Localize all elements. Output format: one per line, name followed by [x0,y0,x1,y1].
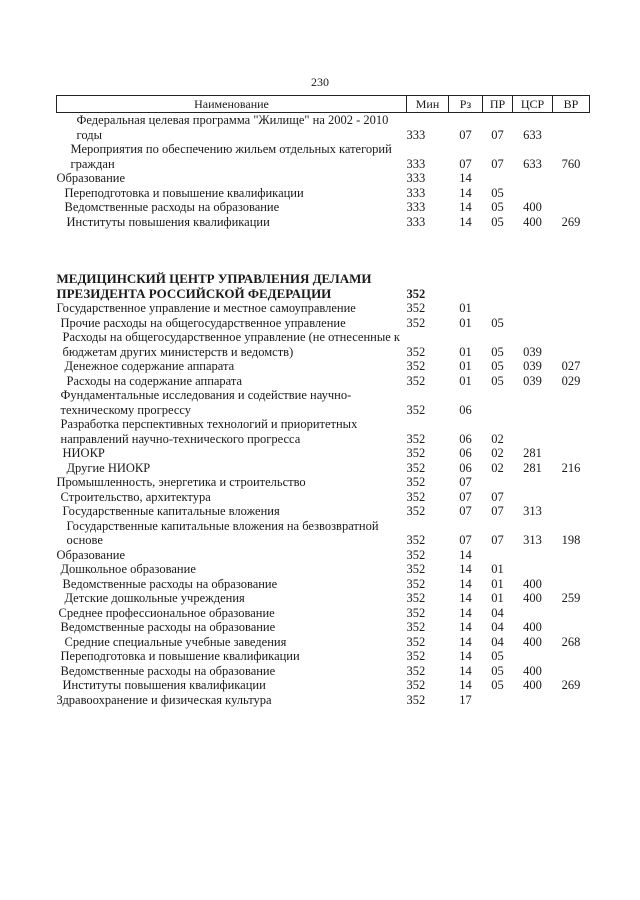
table-row [57,519,590,548]
row-name: Государственные капитальные вложения [62,504,280,518]
table-row [57,186,590,201]
row-min: 352 [406,678,426,692]
row-rz: 01 [459,359,472,373]
row-vr [553,417,590,446]
row-name: Расходы на общегосударственное управление (не отнесенные к бюджетам других министерств и ведомств) [62,330,401,359]
row-csr [513,186,553,201]
row-min: 352 [406,446,426,460]
row-min: 352 [406,286,426,301]
row-min: 352 [406,402,426,417]
table-row [57,330,590,359]
row-vr [553,475,590,490]
row-min: 352 [406,344,426,359]
row-min: 333 [406,185,426,200]
row-rz: 01 [459,301,472,315]
row-name: НИОКР [62,446,105,460]
row-rz: 01 [459,344,472,359]
row-rz: 14 [459,591,472,605]
row-pr: 01 [491,591,504,605]
row-name: Строительство, архитектура [60,489,211,504]
row-name: Дошкольное образование [60,562,196,576]
row-min: 333 [406,200,426,214]
row-pr: 05 [491,214,504,229]
header-vr: ВР [553,96,590,113]
row-name: МЕДИЦИНСКИЙ ЦЕНТР УПРАВЛЕНИЯ ДЕЛАМИ ПРЕЗИДЕНТА РОССИЙСКОЙ ФЕДЕРАЦИИ [56,271,372,301]
row-rz: 14 [459,200,472,214]
row-name: Здравоохранение и физическая культура [56,692,272,707]
row-pr: 05 [491,200,504,214]
row-vr: 216 [561,460,581,475]
row-csr: 281 [523,460,542,475]
row-name: Государственные капитальные вложения на безвозвратной основе [66,518,379,547]
row-pr: 01 [491,562,504,576]
row-name: Образование [56,171,126,185]
row-name: Ведомственные расходы на образование [64,200,280,214]
row-rz: 14 [459,634,472,649]
row-pr: 07 [491,489,504,504]
row-vr [553,664,590,679]
row-name: Государственное управление и местное самоуправление [56,301,356,315]
table-row [57,635,590,650]
row-min: 333 [406,171,426,185]
row-vr [553,490,590,505]
table-row [57,461,590,476]
row-rz: 06 [459,446,472,460]
row-vr [553,186,590,201]
table-row [57,316,590,331]
header-rz: Рз [449,96,483,113]
table-header-row [57,96,590,113]
row-name: Другие НИОКР [66,460,151,475]
row-vr [553,504,590,519]
table-row [57,200,590,215]
row-csr: 039 [523,373,542,388]
row-name: Средние специальные учебные заведения [64,634,287,649]
row-rz: 14 [459,562,472,576]
table-row [57,678,590,693]
table-row [57,548,590,563]
row-vr: 269 [561,678,581,692]
row-name: Ведомственные расходы на образование [60,663,276,678]
row-vr: 760 [561,156,581,171]
row-csr [513,388,553,417]
row-csr [513,548,553,563]
row-pr: 07 [491,533,504,547]
row-csr [513,475,553,490]
row-vr: 269 [561,214,581,229]
row-name: Институты повышения квалификации [66,214,270,229]
row-rz: 14 [459,214,472,229]
table-row [57,562,590,577]
row-name: Промышленность, энергетика и строительство [56,475,306,489]
row-name: Среднее профессиональное образование [58,605,275,620]
organization-row [57,271,590,301]
row-csr [513,271,553,301]
table-row [57,664,590,679]
row-min: 352 [406,315,426,330]
row-csr: 400 [523,663,542,678]
row-rz: 07 [459,475,472,489]
row-min: 352 [406,547,426,562]
row-min: 352 [406,475,426,489]
row-pr: 05 [491,315,504,330]
row-rz: 06 [459,402,472,417]
table-row [57,475,590,490]
row-csr [513,649,553,664]
table-row [57,577,590,592]
row-pr [483,271,513,301]
row-csr: 400 [523,200,542,214]
row-min: 333 [406,214,426,229]
row-pr: 02 [491,446,504,460]
table-row [57,591,590,606]
row-csr: 313 [523,504,542,518]
row-rz: 14 [459,547,472,562]
row-vr [553,649,590,664]
header-min: Мин [407,96,449,113]
row-vr [553,271,590,301]
row-min: 352 [406,605,426,620]
row-pr: 04 [491,620,504,634]
row-min: 333 [406,127,426,142]
row-pr: 05 [491,678,504,692]
table-row [57,446,590,461]
row-min: 352 [406,576,426,591]
row-csr [513,301,553,316]
row-csr [513,562,553,577]
row-csr: 313 [523,533,542,547]
table-row [57,693,590,708]
row-rz: 06 [459,460,472,475]
row-pr [483,388,513,417]
row-name: Институты повышения квалификации [62,678,266,692]
header-name: Наименование [57,96,407,113]
row-rz: 01 [459,315,472,330]
row-name: Детские дошкольные учреждения [64,591,245,605]
row-vr: 027 [561,359,581,373]
row-vr [553,620,590,635]
row-pr [483,548,513,563]
row-vr [553,606,590,621]
row-pr: 01 [491,576,504,591]
row-csr [513,316,553,331]
row-csr [513,606,553,621]
row-vr [553,562,590,577]
table-row [57,388,590,417]
row-csr: 400 [523,634,542,649]
row-csr: 400 [523,591,542,605]
row-vr [553,113,590,143]
row-min: 352 [406,373,426,388]
row-pr: 05 [491,373,504,388]
row-pr: 05 [491,185,504,200]
row-rz: 14 [459,649,472,663]
page-number: 230 [311,75,329,89]
row-name: Разработка перспективных технологий и приоритетных направлений научно-технического прогресса [60,417,358,446]
row-min: 352 [406,692,426,707]
row-rz: 14 [459,171,472,185]
row-vr [553,171,590,186]
row-csr [513,490,553,505]
table-row [57,374,590,389]
row-pr: 07 [491,127,504,142]
row-rz: 14 [459,185,472,200]
row-vr [553,548,590,563]
row-vr: 259 [561,591,581,605]
row-min: 352 [406,504,426,518]
row-name: Прочие расходы на общегосударственное управление [60,315,346,330]
table-row [57,649,590,664]
row-rz: 14 [459,663,472,678]
header-pr: ПР [483,96,513,113]
table-row [57,113,590,143]
row-pr: 02 [491,460,504,475]
row-pr [483,693,513,708]
table-row [57,606,590,621]
table-row [57,359,590,374]
row-name: Расходы на содержание аппарата [66,373,243,388]
table-row [57,171,590,186]
row-name: Ведомственные расходы на образование [62,576,278,591]
row-csr [513,171,553,186]
row-rz: 07 [459,533,472,547]
row-min: 352 [406,591,426,605]
row-pr [483,301,513,316]
row-min: 352 [406,620,426,634]
row-name: Федеральная целевая программа "Жилище" на 2002 - 2010 годы [76,113,389,142]
row-csr: 400 [523,620,542,634]
row-min: 333 [406,156,426,171]
row-rz: 07 [459,156,472,171]
row-name: Мероприятия по обеспечению жильем отдельных категорий граждан [70,142,392,171]
row-vr [553,316,590,331]
row-pr [483,171,513,186]
row-vr [553,446,590,461]
section-spacer [57,229,590,271]
table-row [57,301,590,316]
row-rz: 14 [459,576,472,591]
row-pr: 05 [491,649,504,663]
header-csr: ЦСР [513,96,553,113]
row-pr: 05 [491,359,504,373]
row-min: 352 [406,359,426,373]
row-pr: 04 [491,605,504,620]
row-csr: 633 [523,127,542,142]
row-name: Переподготовка и повышение квалификации [64,185,304,200]
table-row [57,490,590,505]
row-min: 352 [406,634,426,649]
row-pr: 04 [491,634,504,649]
row-csr: 039 [523,359,542,373]
row-rz: 06 [459,431,472,446]
row-min: 352 [406,562,426,576]
row-rz: 14 [459,620,472,634]
row-min: 352 [406,489,426,504]
row-vr [553,577,590,592]
row-pr: 05 [491,663,504,678]
row-min: 352 [406,460,426,475]
row-name: Образование [56,547,126,562]
row-rz: 14 [459,678,472,692]
row-pr: 07 [491,504,504,518]
row-name: Фундаментальные исследования и содействие научно-техническому прогрессу [60,388,352,417]
row-name: Переподготовка и повышение квалификации [60,649,300,663]
row-csr: 039 [523,344,542,359]
row-rz: 14 [459,605,472,620]
row-vr: 198 [561,533,581,547]
row-vr [553,388,590,417]
table-row [57,417,590,446]
row-pr: 05 [491,344,504,359]
row-rz [449,271,483,301]
row-rz: 07 [459,489,472,504]
row-name: Ведомственные расходы на образование [60,620,276,634]
table-body [57,113,590,708]
budget-table [56,95,590,707]
row-vr: 268 [561,634,581,649]
row-pr [483,475,513,490]
row-csr: 400 [523,214,542,229]
row-csr [513,417,553,446]
table-row [57,620,590,635]
row-min: 352 [406,431,426,446]
table-row [57,504,590,519]
row-pr: 02 [491,431,504,446]
row-rz: 07 [459,127,472,142]
row-name: Денежное содержание аппарата [64,359,235,373]
row-csr: 281 [523,446,542,460]
row-vr: 029 [561,373,581,388]
row-vr [553,330,590,359]
row-min: 352 [406,301,426,315]
row-csr: 400 [523,678,542,692]
table-row [57,142,590,171]
row-vr [553,301,590,316]
row-vr [553,693,590,708]
row-csr: 633 [523,156,542,171]
row-min: 352 [406,533,426,547]
row-csr: 400 [523,576,542,591]
row-pr: 07 [491,156,504,171]
row-min: 352 [406,663,426,678]
table-row [57,215,590,230]
row-rz: 01 [459,373,472,388]
row-rz: 07 [459,504,472,518]
row-vr [553,200,590,215]
row-min: 352 [406,649,426,663]
row-csr [513,693,553,708]
row-rz: 17 [459,692,472,707]
